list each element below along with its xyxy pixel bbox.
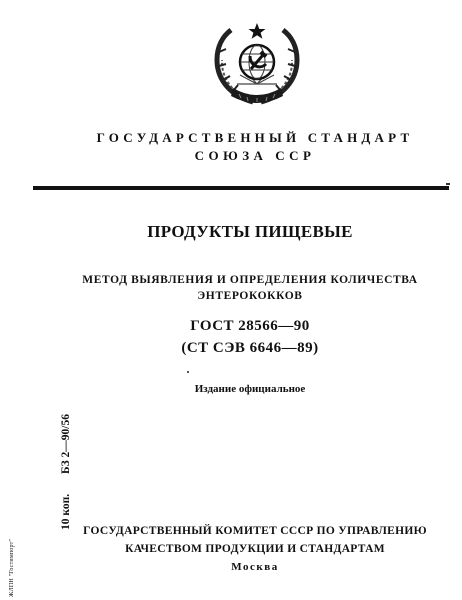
- publisher-line1: ГОСУДАРСТВЕННЫЙ КОМИТЕТ СССР ПО УПРАВЛЕНИЮ: [83, 525, 427, 537]
- divider-mark: [446, 183, 450, 185]
- st-sev-number: (СТ СЭВ 6646—89): [181, 340, 319, 356]
- side-code: БЗ 2—90/56: [60, 414, 72, 474]
- ussr-emblem-icon: [213, 22, 301, 106]
- document-subtitle-line2: ЭНТЕРОКОККОВ: [197, 290, 303, 302]
- side-price: 10 коп.: [60, 493, 72, 530]
- standard-header-line2: СОЮЗА ССР: [194, 148, 316, 163]
- gost-number: ГОСТ 28566—90: [190, 318, 310, 334]
- standard-header-line1: ГОСУДАРСТВЕННЫЙ СТАНДАРТ: [96, 130, 414, 145]
- document-title: ПРОДУКТЫ ПИЩЕВЫЕ: [147, 222, 353, 241]
- publisher-line2: КАЧЕСТВОМ ПРОДУКЦИИ И СТАНДАРТАМ: [125, 543, 385, 555]
- header-divider: [33, 186, 449, 190]
- side-stamp: ЖЛПН "Гостимпорт": [9, 538, 15, 597]
- stray-dot: [187, 371, 189, 373]
- edition-note: Издание официальное: [194, 383, 306, 395]
- publisher-city: Москва: [231, 561, 279, 573]
- document-subtitle-line1: МЕТОД ВЫЯВЛЕНИЯ И ОПРЕДЕЛЕНИЯ КОЛИЧЕСТВА: [82, 274, 418, 286]
